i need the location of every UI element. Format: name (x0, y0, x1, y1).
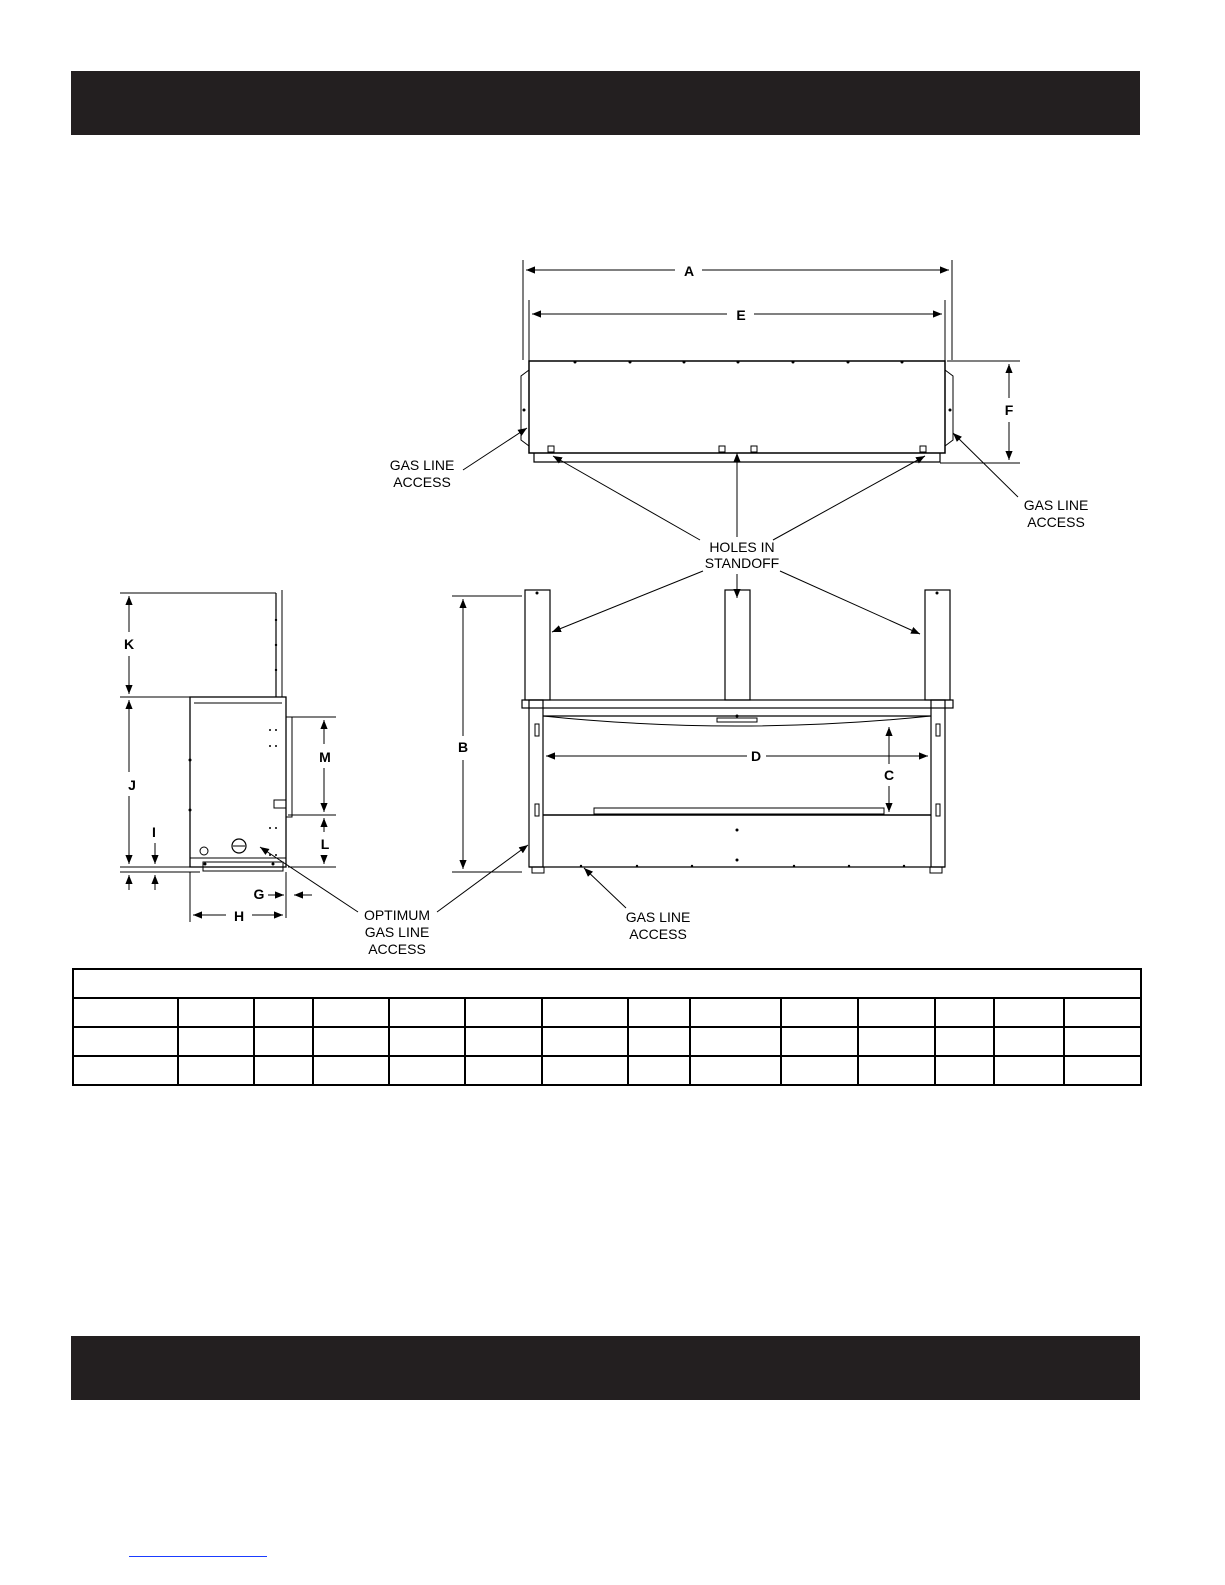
table-cell (781, 1056, 858, 1085)
table-cell (690, 1027, 781, 1056)
dim-label-d: D (750, 748, 762, 764)
dim-label-k: K (123, 636, 135, 652)
table-cell (465, 998, 542, 1027)
dim-label-b: B (457, 739, 469, 755)
table-cell (313, 1056, 389, 1085)
table-cell (781, 1027, 858, 1056)
callout-gas-line-access-front (626, 909, 691, 942)
callout-line: GAS LINE (1023, 497, 1089, 513)
table-cell (1064, 998, 1141, 1027)
callout-line: HOLES IN (709, 539, 775, 555)
dimension-table (72, 968, 1142, 1086)
table-cell (465, 1027, 542, 1056)
table-cell (73, 1027, 178, 1056)
table-cell (313, 998, 389, 1027)
dim-label-m: M (319, 749, 331, 765)
dim-label-g: G (253, 886, 265, 902)
callout-line: ACCESS (1027, 514, 1085, 530)
table-cell (313, 1027, 389, 1056)
table-cell (628, 1056, 690, 1085)
table-cell (690, 1056, 781, 1085)
table-cell (935, 998, 994, 1027)
table-cell (254, 1056, 313, 1085)
dim-label-e: E (736, 307, 746, 323)
footer-rule (129, 1556, 267, 1557)
dim-label-h: H (233, 908, 245, 924)
callout-line: ACCESS (629, 926, 687, 942)
callout-line: GAS LINE (389, 457, 455, 473)
footer-band (71, 1336, 1140, 1400)
table-cell (73, 998, 178, 1027)
table-row (73, 1027, 1141, 1056)
table-cell (389, 1056, 465, 1085)
table-cell (73, 1056, 178, 1085)
callout-line: GAS LINE (364, 924, 430, 940)
callout-line: ACCESS (368, 941, 426, 957)
table-cell (389, 1027, 465, 1056)
table-cell (858, 1027, 935, 1056)
table-cell (781, 998, 858, 1027)
callout-gas-line-access-top-right (1024, 497, 1089, 530)
callout-line: GAS LINE (625, 909, 691, 925)
table-cell (254, 1027, 313, 1056)
table-cell (465, 1056, 542, 1085)
side-view (120, 590, 336, 922)
table-cell (935, 1027, 994, 1056)
table-cell (935, 1056, 994, 1085)
dim-label-l: L (320, 836, 330, 852)
dim-label-j: J (128, 777, 136, 793)
table-cell (178, 1056, 254, 1085)
table-cell (1064, 1056, 1141, 1085)
table-cell (542, 1027, 628, 1056)
dim-label-f: F (1004, 402, 1014, 418)
callout-line: ACCESS (393, 474, 451, 490)
callout-gas-line-access-top-left (390, 457, 455, 490)
table-cell (994, 1056, 1064, 1085)
callout-line: OPTIMUM (363, 907, 431, 923)
callout-optimum-gas-line-access (364, 907, 430, 957)
dim-label-a: A (683, 263, 695, 279)
table-cell (858, 998, 935, 1027)
table-cell (628, 998, 690, 1027)
callout-holes-in-standoff (705, 539, 779, 571)
table-cell (994, 998, 1064, 1027)
table-cell (994, 1027, 1064, 1056)
table-cell (1064, 1027, 1141, 1056)
table-cell (389, 998, 465, 1027)
table-cell (178, 998, 254, 1027)
table-title (73, 969, 1141, 998)
table-cell (690, 998, 781, 1027)
table-cell (542, 1056, 628, 1085)
table-row (73, 998, 1141, 1027)
table-row (73, 1056, 1141, 1085)
table-cell (628, 1027, 690, 1056)
table-cell (254, 998, 313, 1027)
front-view (260, 590, 953, 912)
table-cell (858, 1056, 935, 1085)
callout-line: STANDOFF (704, 555, 780, 571)
dim-label-i: I (152, 824, 156, 840)
table-cell (542, 998, 628, 1027)
table-title-row (73, 969, 1141, 998)
table-cell (178, 1027, 254, 1056)
dim-label-c: C (883, 767, 895, 783)
